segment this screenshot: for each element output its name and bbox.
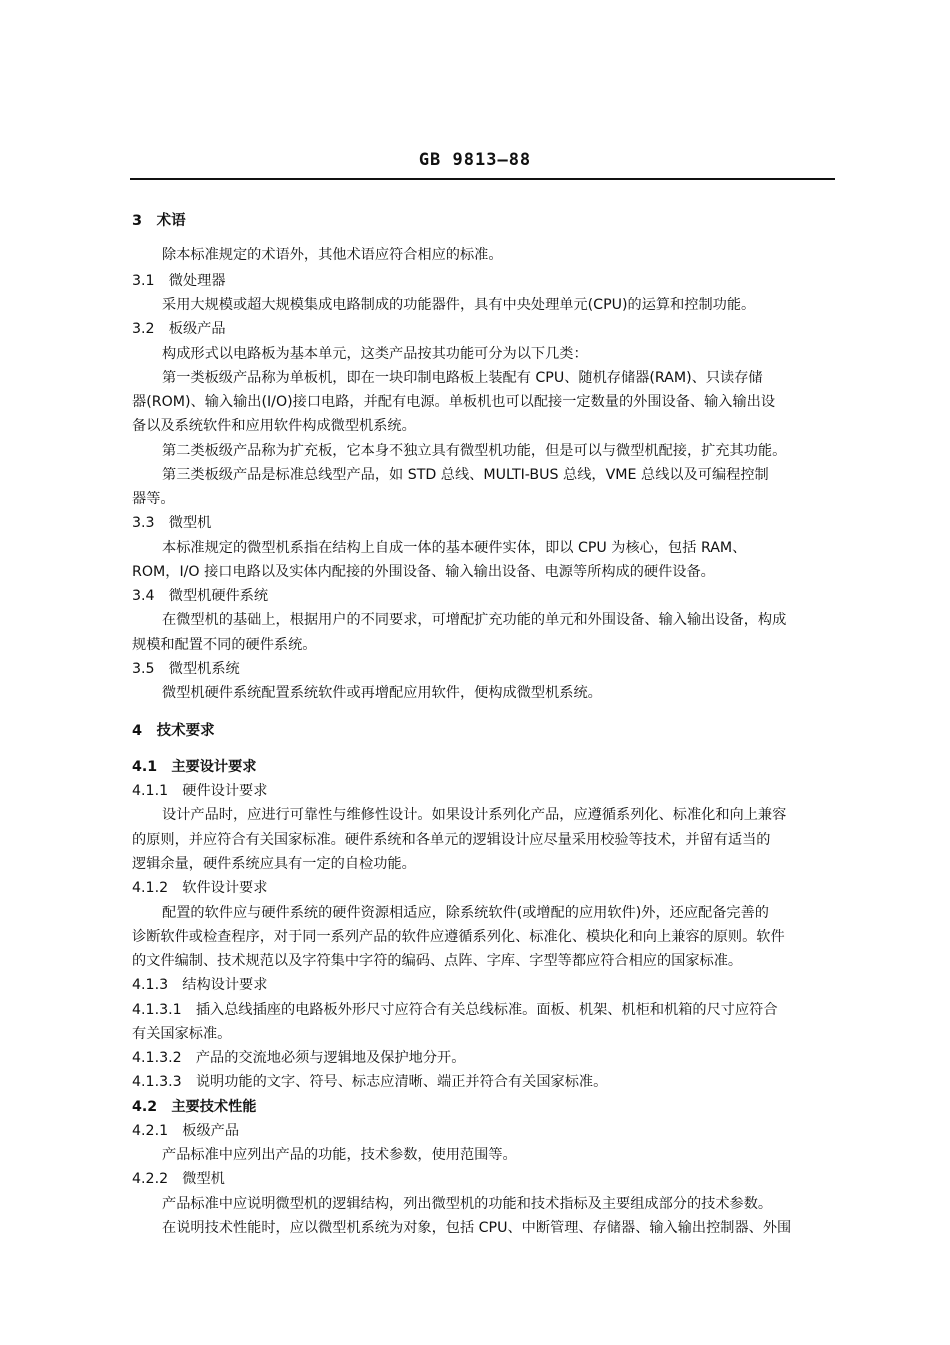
body-line: 第一类板级产品称为单板机，即在一块印制电路板上装配有 CPU、随机存储器(RAM)、只读存储 (162, 370, 763, 386)
header-rule (130, 178, 835, 180)
clause-4-1-3-3: 4.1.3.3 说明功能的文字、符号、标志应清晰、端正并符合有关国家标准。 (132, 1074, 608, 1090)
clause-4-1-3-1: 4.1.3.1 插入总线插座的电路板外形尺寸应符合有关总线标准。面板、机架、机柜和机箱的尺寸应符合 (132, 1002, 778, 1018)
clause-3-5-heading: 3.5 微型机系统 (132, 661, 240, 677)
body-line: 有关国家标准。 (132, 1026, 232, 1042)
body-line: 在微型机的基础上，根据用户的不同要求，可增配扩充功能的单元和外围设备、输入输出设备，构成 (162, 612, 787, 628)
clause-4-2-2-heading: 4.2.2 微型机 (132, 1171, 225, 1187)
body-line: 本标准规定的微型机系指在结构上自成一体的基本硬件实体，即以 CPU 为核心，包括 RAM、 (162, 540, 747, 556)
body-line: 的文件编制、技术规范以及字符集中字符的编码、点阵、字库、字型等都应符合相应的国家标准。 (132, 953, 743, 969)
body-line: 采用大规模或超大规模集成电路制成的功能器件，具有中央处理单元(CPU)的运算和控制功能。 (162, 297, 756, 313)
body-line: 逻辑余量，硬件系统应具有一定的自检功能。 (132, 856, 416, 872)
standard-number-header: GB 9813—88 (418, 150, 532, 170)
body-line: 的原则，并应符合有关国家标准。硬件系统和各单元的逻辑设计应尽量采用校验等技术，并留有适当的 (132, 832, 771, 848)
clause-4-1-heading: 4.1 主要设计要求 (132, 759, 257, 775)
body-line: 第三类板级产品是标准总线型产品，如 STD 总线、MULTI-BUS 总线，VME 总线以及可编程控制 (162, 467, 769, 483)
body-line: 诊断软件或检查程序，对于同一系列产品的软件应遵循系列化、标准化、模块化和向上兼容的原则。软件 (132, 929, 785, 945)
body-line: 配置的软件应与硬件系统的硬件资源相适应，除系统软件(或增配的应用软件)外，还应配备完善的 (162, 905, 769, 921)
clause-4-1-3-2: 4.1.3.2 产品的交流地必须与逻辑地及保护地分开。 (132, 1050, 466, 1066)
body-line: 备以及系统软件和应用软件构成微型机系统。 (132, 418, 416, 434)
body-line: ROM，I/O 接口电路以及实体内配接的外围设备、输入输出设备、电源等所构成的硬件设备。 (132, 564, 715, 580)
clause-3-3-heading: 3.3 微型机 (132, 515, 212, 531)
body-line: 微型机硬件系统配置系统软件或再增配应用软件，便构成微型机系统。 (162, 685, 602, 701)
clause-4-1-2-heading: 4.1.2 软件设计要求 (132, 880, 268, 896)
body-line: 第二类板级产品称为扩充板，它本身不独立具有微型机功能，但是可以与微型机配接，扩充其功能。 (162, 443, 787, 459)
clause-3-1-heading: 3.1 微处理器 (132, 273, 226, 289)
body-line: 除本标准规定的术语外，其他术语应符合相应的标准。 (162, 247, 503, 263)
clause-4-1-1-heading: 4.1.1 硬件设计要求 (132, 783, 268, 799)
section-4-heading: 4 技术要求 (132, 723, 215, 739)
body-line: 设计产品时，应进行可靠性与维修性设计。如果设计系列化产品，应遵循系列化、标准化和向上兼容 (162, 807, 787, 823)
clause-3-2-heading: 3.2 板级产品 (132, 321, 226, 337)
section-3-heading: 3 术语 (132, 213, 186, 229)
body-line: 器等。 (132, 491, 175, 507)
clause-4-1-3-heading: 4.1.3 结构设计要求 (132, 977, 268, 993)
clause-4-2-heading: 4.2 主要技术性能 (132, 1099, 257, 1115)
body-line: 器(ROM)、输入输出(I/O)接口电路，并配有电源。单板机也可以配接一定数量的外围设备、输入输出设 (132, 394, 776, 410)
body-line: 规模和配置不同的硬件系统。 (132, 637, 317, 653)
clause-3-4-heading: 3.4 微型机硬件系统 (132, 588, 269, 604)
body-line: 构成形式以电路板为基本单元，这类产品按其功能可分为以下几类： (162, 346, 588, 362)
clause-4-2-1-heading: 4.2.1 板级产品 (132, 1123, 240, 1139)
body-line: 产品标准中应说明微型机的逻辑结构，列出微型机的功能和技术指标及主要组成部分的技术参数。 (162, 1196, 773, 1212)
body-line: 产品标准中应列出产品的功能，技术参数，使用范围等。 (162, 1147, 517, 1163)
body-line: 在说明技术性能时，应以微型机系统为对象，包括 CPU、中断管理、存储器、输入输出控制器、外围 (162, 1220, 792, 1236)
